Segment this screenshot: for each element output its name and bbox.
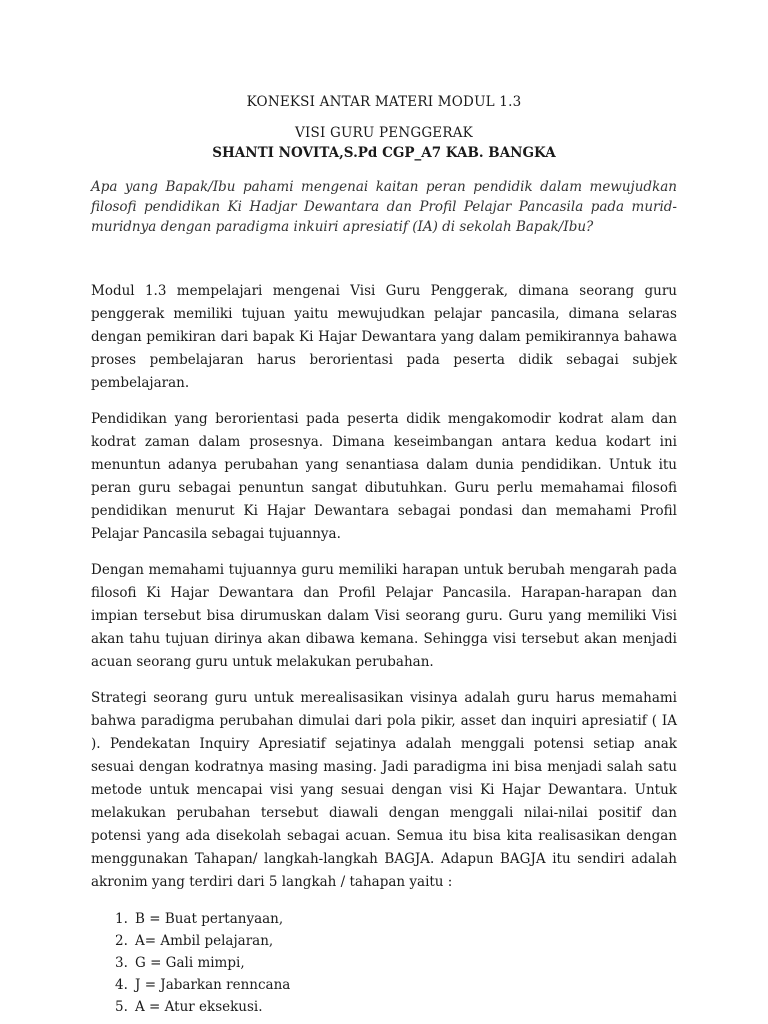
paragraph-4: Strategi seorang guru untuk merealisasikan visinya adalah guru harus memahami bahwa paradigma perubahan dimulai dari pola pikir, asset dan inquiri apresiatif ( IA ). Pendekatan Inquiry Apresiatif sejatinya adalah menggali potensi setiap anak sesuai dengan kodratnya masing masing. Jadi paradigma ini bisa menjadi salah satu metode untuk mencapai visi yang sesuai dengan visi Ki Hajar Dewantara. Untuk melakukan perubahan tersebut diawali dengan menggali nilai-nilai positif dan potensi yang ada disekolah sebagai acuan. Semua itu bisa kita realisasikan dengan menggunakan Tahapan/ langkah-langkah BAGJA. Adapun BAGJA itu sendiri adalah akronim yang terdiri dari 5 langkah / tahapan yaitu : [91,690,677,890]
paragraph-2: Pendidikan yang berorientasi pada peserta didik mengakomodir kodrat alam dan kodrat zaman dalam prosesnya. Dimana keseimbangan antara kedua kodart ini menuntun adanya perubahan yang senantiasa dalam dunia pendidikan. Untuk itu peran guru sebagai penuntun sangat dibutuhkan. Guru perlu memahamai filosofi pendidikan menurut Ki Hajar Dewantara sebagai pondasi dan memahami Profil Pelajar Pancasila sebagai tujuannya. [91,411,677,542]
document-page [91,92,677,1018]
document-title: KONEKSI ANTAR MATERI MODUL 1.3 [246,94,522,110]
reflection-question: Apa yang Bapak/Ibu pahami mengenai kaitan peran pendidik dalam mewujudkan filosofi pendidikan Ki Hadjar Dewantara dan Profil Pelajar Pancasila pada murid-muridnya dengan paradigma inkuiri apresiatif (IA) di sekolah Bapak/Ibu? [91,179,677,235]
list-item-text: G = Gali mimpi, [135,955,245,971]
document-subtitle: VISI GURU PENGGERAK [295,125,473,141]
list-item-number: 4. [115,977,128,993]
list-item [115,908,677,930]
list-item [115,996,677,1018]
list-item-number: 1. [115,911,128,927]
list-item-number: 5. [115,999,128,1015]
bagja-steps-list [91,908,677,1018]
list-item-text: B = Buat pertanyaan, [135,911,284,927]
list-item-number: 3. [115,955,128,971]
list-item-text: A= Ambil pelajaran, [135,933,274,949]
list-item [115,974,677,996]
list-item [115,952,677,974]
document-author: SHANTI NOVITA,S.Pd CGP_A7 KAB. BANGKA [212,145,556,161]
list-item-text: A = Atur eksekusi. [135,999,263,1015]
list-item-number: 2. [115,933,128,949]
paragraph-3: Dengan memahami tujuannya guru memiliki harapan untuk berubah mengarah pada filosofi Ki Hajar Dewantara dan Profil Pelajar Pancasila. Harapan-harapan dan impian tersebut bisa dirumuskan dalam Visi seorang guru. Guru yang memiliki Visi akan tahu tujuan dirinya akan dibawa kemana. Sehingga visi tersebut akan menjadi acuan seorang guru untuk melakukan perubahan. [91,562,677,670]
list-item-text: J = Jabarkan renncana [135,977,291,993]
list-item [115,930,677,952]
paragraph-1: Modul 1.3 mempelajari mengenai Visi Guru Penggerak, dimana seorang guru penggerak memiliki tujuan yaitu mewujudkan pelajar pancasila, dimana selaras dengan pemikiran dari bapak Ki Hajar Dewantara yang dalam pemikirannya bahawa proses pembelajaran harus berorientasi pada peserta didik sebagai subjek pembelajaran. [91,283,677,391]
